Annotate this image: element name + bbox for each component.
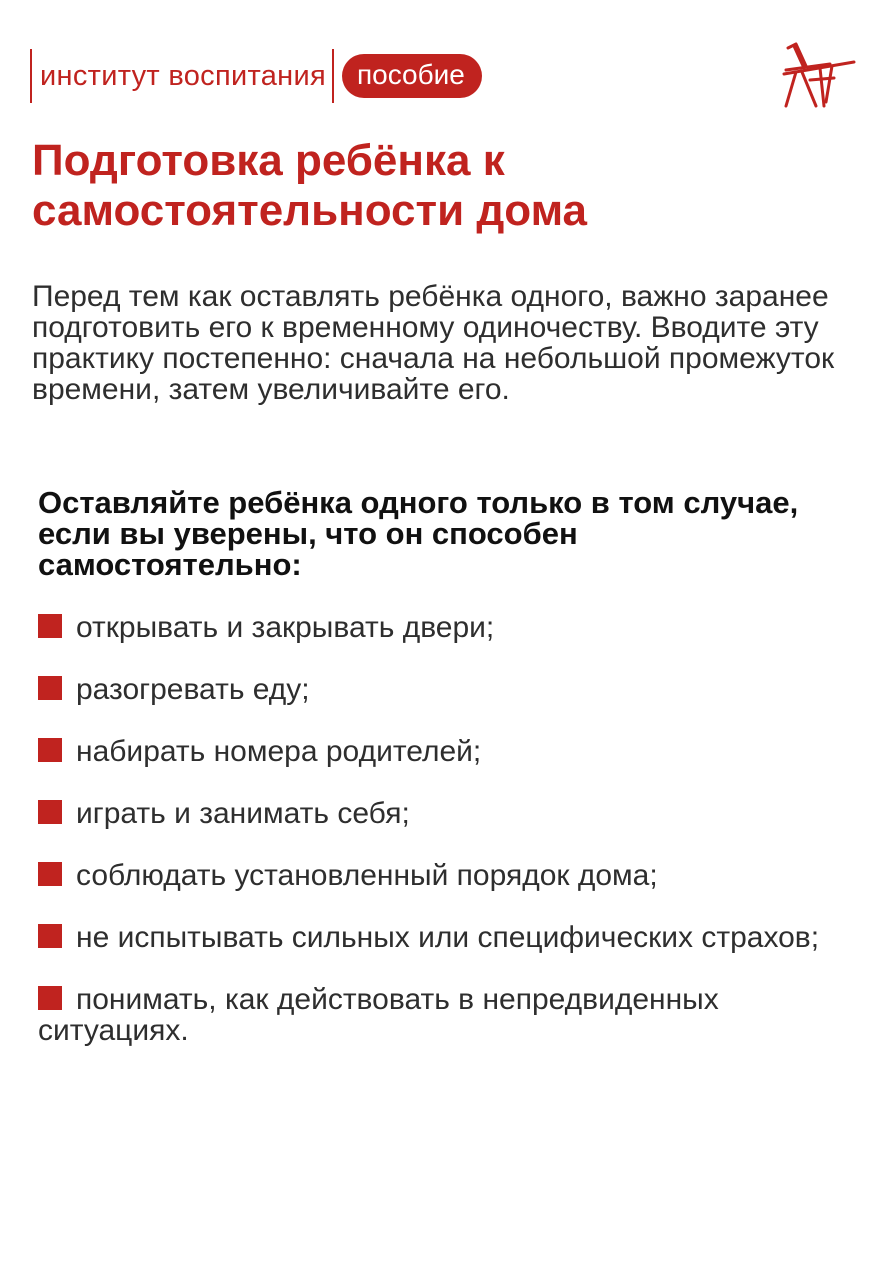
- list-item-text: соблюдать установленный порядок дома;: [76, 859, 658, 892]
- list-item-text: понимать, как действовать в непредвиденных ситуациях.: [38, 983, 719, 1047]
- list-item-text: набирать номера родителей;: [76, 735, 482, 768]
- intro-paragraph: Перед тем как оставлять ребёнка одного, важно заранее подготовить его к временному одиночеству. Вводите эту практику постепенно: сначала на небольшой промежуток времени, затем увеличивайте его.: [32, 280, 835, 406]
- square-bullet-icon: [38, 924, 62, 948]
- page-title: Подготовка ребёнка к самостоятельности дома: [32, 136, 588, 235]
- list-item: [38, 674, 868, 705]
- lead-statement: Оставляйте ребёнка одного только в том случае, если вы уверены, что он способен самостоятельно:: [38, 485, 799, 582]
- chair-logo-icon: [780, 42, 856, 110]
- list-item: [38, 798, 868, 829]
- square-bullet-icon: [38, 738, 62, 762]
- list-item-text: открывать и закрывать двери;: [76, 611, 495, 644]
- list-item: [38, 736, 868, 767]
- list-item: [38, 612, 868, 643]
- list-item: [38, 984, 868, 1046]
- header-divider-right: [332, 49, 334, 103]
- square-bullet-icon: [38, 614, 62, 638]
- square-bullet-icon: [38, 986, 62, 1010]
- square-bullet-icon: [38, 676, 62, 700]
- skills-list: [38, 612, 868, 1077]
- list-item-text: разогревать еду;: [76, 673, 310, 706]
- header: [30, 48, 482, 104]
- square-bullet-icon: [38, 862, 62, 886]
- org-name: институт воспитания: [40, 59, 326, 92]
- square-bullet-icon: [38, 800, 62, 824]
- list-item-text: не испытывать сильных или специфических страхов;: [76, 921, 820, 954]
- list-item-text: играть и занимать себя;: [76, 797, 410, 830]
- list-item: [38, 922, 868, 953]
- list-item: [38, 860, 868, 891]
- category-badge: пособие: [342, 54, 482, 98]
